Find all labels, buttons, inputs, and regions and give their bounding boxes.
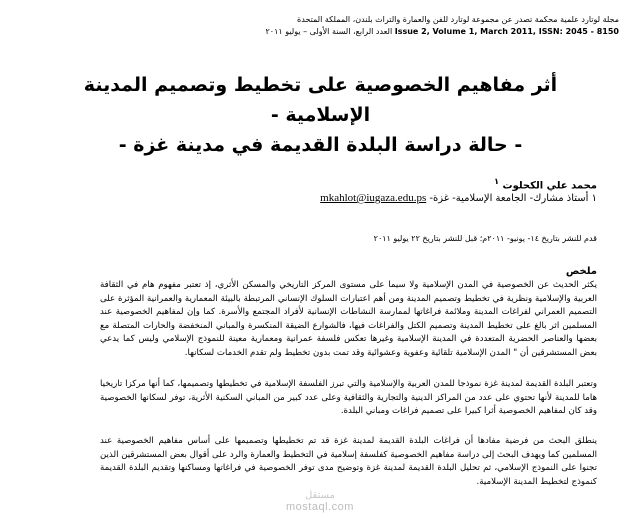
journal-header — [99, 14, 619, 38]
author-name: محمد علي الكحلوت — [502, 180, 597, 192]
author-affiliation: ١ أستاذ مشارك- الجامعة الإسلامية- غزة- — [429, 193, 597, 204]
abstract-paragraph-1: يكثر الحديث عن الخصوصية في المدن الإسلامية ولا سيما على مستوى المركز التاريخي والمسكن الأثري، إذ تعتبر مفهوم هام في الثقافة العربية والإسلامية ونظرية في تخطيط وتصميم المدينة ومن أهم اعتبارات السلوك الإنساني المرتبطة بالبيئة المعمارية والعمرانية المؤثرة على التصميم العمراني لفراغات المدينة وملائمة فراغاتها لممارسة النشاطات الإنسانية لأفراد المجتمع والأسرة. كما وإن لمفاهيم الخصوصية عند المسلمين اثر بالغ على تخطيط المدينة وتصميم الكتل والفراغات فيها، فالشوارع الضيقة المنكسرة والمباني المنخفضة والحارات المتصلة مع بعضها والعناصر الحضرية المتعددة في المدينة الإسلامية وغيرها تعكس فلسفة عمرانية ومعمارية معينة للنموذج الإسلامي وليس كما يدعي بعض المستشرقين أن " المدن الإسلامية تلقائية وعفوية وعشوائية وقد تمت بدون تخطيط ولم تقدم الخدمات لسكانها. — [100, 280, 597, 358]
journal-issue-en: Issue 2, Volume 1, March 2011, ISSN: 2045 - 8150 — [394, 27, 619, 36]
author-footnote-mark: ١ — [493, 176, 500, 186]
journal-line-1: مجلة لوتارد علمية محكمة تصدر عن مجموعة لوتارد للفن والعمارة والتراث بلندن، المملكة المتحدة — [297, 15, 619, 24]
abstract-paragraph-3: ينطلق البحث من فرضية مفادها أن فراغات البلدة القديمة لمدينة غزة قد تم تخطيطها وتصميمها على أساس مفاهيم الخصوصية عند المسلمين كما ويهدف البحث إلى دراسة مفاهيم الخصوصية كفلسفة إسلامية في التخطيط والعمارة والرد على أقوال بعض المستشرقين الذين تجنوا على النموذج الإسلامي، ثم تحليل البلدة القديمة لمدينة غزة وتوضيح مدى توفر الخصوصية في فراغاتها ومساكنها وتقديم البلدة القديمة كنموذج لتخطيط المدينة الإسلامية. — [100, 436, 597, 487]
article-title — [40, 70, 601, 160]
watermark-text: mostaql.com — [286, 501, 354, 513]
watermark — [286, 490, 354, 513]
watermark-logo-text: مستقل — [304, 490, 335, 501]
author-name-block — [494, 176, 597, 191]
submission-dates: قدم للنشر بتاريخ ١٤- يونيو- ٢٠١١م؛ قبل للنشر بتاريخ ٢٢ يوليو ٢٠١١ — [373, 234, 597, 243]
author-email-link[interactable]: mkahlot@iugaza.edu.ps — [320, 192, 427, 204]
journal-line-2 — [99, 26, 619, 38]
author-affiliation-block — [320, 192, 597, 204]
abstract-heading: ملخص — [565, 266, 597, 277]
abstract-paragraph-2: وتعتبر البلدة القديمة لمدينة غزة نموذجا للمدن العربية والإسلامية والتي تبرز الفلسفة الإسلامية في تخطيطها وتصميمها، كما أنها مركزا تاريخيا هاما للمدينة لأنها تحتوي على عدد من المراكز الدينية والتجارية والثقافية وعلى عدد كبير من المباني السكنية الأثرية، توفر لسكانها الخصوصية وقد كان لمفاهيم الخصوصية أثرا كبيرا على تصميم فراغات ومباني البلدة. — [100, 379, 597, 417]
journal-issue-ar: العدد الرابع، السنة الأولى – يوليو ٢٠١١ — [265, 27, 393, 36]
title-line-1: أثر مفاهيم الخصوصية على تخطيط وتصميم المدينة الإسلامية - — [83, 74, 558, 126]
title-line-2: - حالة دراسة البلدة القديمة في مدينة غزة - — [118, 134, 523, 156]
